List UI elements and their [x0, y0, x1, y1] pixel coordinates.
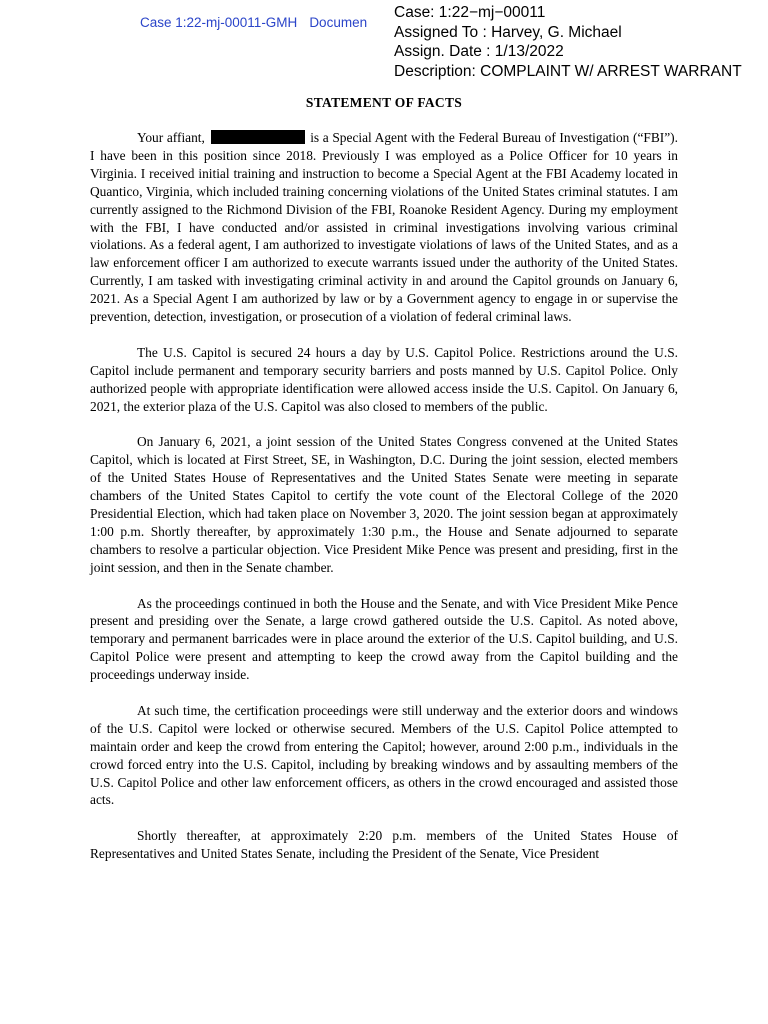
- document-title: STATEMENT OF FACTS: [305, 95, 463, 110]
- case-header: [140, 15, 367, 30]
- statement-body: [90, 129, 678, 863]
- paragraph-affiant-lead: Your affiant,: [137, 130, 205, 145]
- case-assignment-stamp: [390, 3, 768, 81]
- redaction-bar: [211, 130, 305, 144]
- stamp-assigned-to: Assigned To : Harvey, G. Michael: [394, 23, 622, 41]
- paragraph-evacuation: Shortly thereafter, at approximately 2:20 p.m. members of the United States House of Representatives and United States Senate, including the President of the Senate, Vice President: [90, 828, 678, 862]
- paragraph-forced-entry: At such time, the certification proceedings were still underway and the exterior doors and windows of the U.S. Capitol were locked or otherwise secured. Members of the U.S. Capitol Police attempted to maintain order and keep the crowd from entering the Capitol; however, around 2:00 p.m., individuals in the crowd forced entry into the U.S. Capitol, including by breaking windows and by assaulting members of the U.S. Capitol Police and other law enforcement officers, as others in the crowd encouraged and assisted those acts.: [90, 702, 678, 808]
- stamp-assign-date: Assign. Date : 1/13/2022: [394, 43, 564, 60]
- document-label-text: Documen: [309, 15, 368, 30]
- stamp-description: Description: COMPLAINT W/ ARREST WARRANT: [394, 62, 742, 80]
- case-number-text: Case 1:22-mj-00011-GMH: [140, 15, 298, 30]
- stamp-case: Case: 1:22−mj−00011: [394, 4, 546, 21]
- paragraph-joint-session: On January 6, 2021, a joint session of the United States Congress convened at the United States Capitol, which is located at First Street, SE, in Washington, D.C. During the joint session, elected members of the United States House of Representatives and the United States Senate were meeting in separate chambers of the United States Capitol to certify the vote count of the Electoral College of the 2020 Presidential Election, which had taken place on November 3, 2020. The joint session began at approximately 1:00 p.m. Shortly thereafter, by approximately 1:30 p.m., the House and Senate adjourned to separate chambers to resolve a particular objection. Vice President Mike Pence was present and presiding, first in the joint session, and then in the Senate chamber.: [90, 434, 678, 575]
- paragraph-affiant-text: is a Special Agent with the Federal Bureau of Investigation (“FBI”). I have been in this position since 2018. Previously I was employed as a Police Officer for 10 years in Virginia. I received initial training and instruction to become a Special Agent at the FBI Academy located in Quantico, Virginia, which included training concerning violations of the United States criminal statutes. I am currently assigned to the Richmond Division of the FBI, Roanoke Resident Agency. During my employment with the FBI, I have conducted and/or assisted in criminal investigations involving various criminal violations. As a federal agent, I am authorized to investigate violations of laws of the United States, and as a law enforcement officer I am authorized to execute warrants issued under the authority of the United States. Currently, I am tasked with investigating criminal activity in and around the Capitol grounds on January 6, 2021. As a Special Agent I am authorized by law or by a Government agency to engage in or supervise the prevention, detection, investigation, or prosecution of a violation of federal criminal laws.: [90, 130, 678, 325]
- paragraph-affiant: [90, 129, 678, 326]
- paragraph-crowd: As the proceedings continued in both the House and the Senate, and with Vice President Mike Pence present and presiding over the Senate, a large crowd gathered outside the U.S. Capitol. As noted above, temporary and permanent barricades were in place around the exterior of the U.S. Capitol building, and U.S. Capitol Police were present and attempting to keep the crowd away from the Capitol building and the proceedings underway inside.: [90, 595, 678, 683]
- paragraph-capitol-security: The U.S. Capitol is secured 24 hours a day by U.S. Capitol Police. Restrictions around the U.S. Capitol include permanent and temporary security barriers and posts manned by U.S. Capitol Police. Only authorized people with appropriate identification were allowed access inside the U.S. Capitol. On January 6, 2021, the exterior plaza of the U.S. Capitol was also closed to members of the public.: [90, 344, 678, 414]
